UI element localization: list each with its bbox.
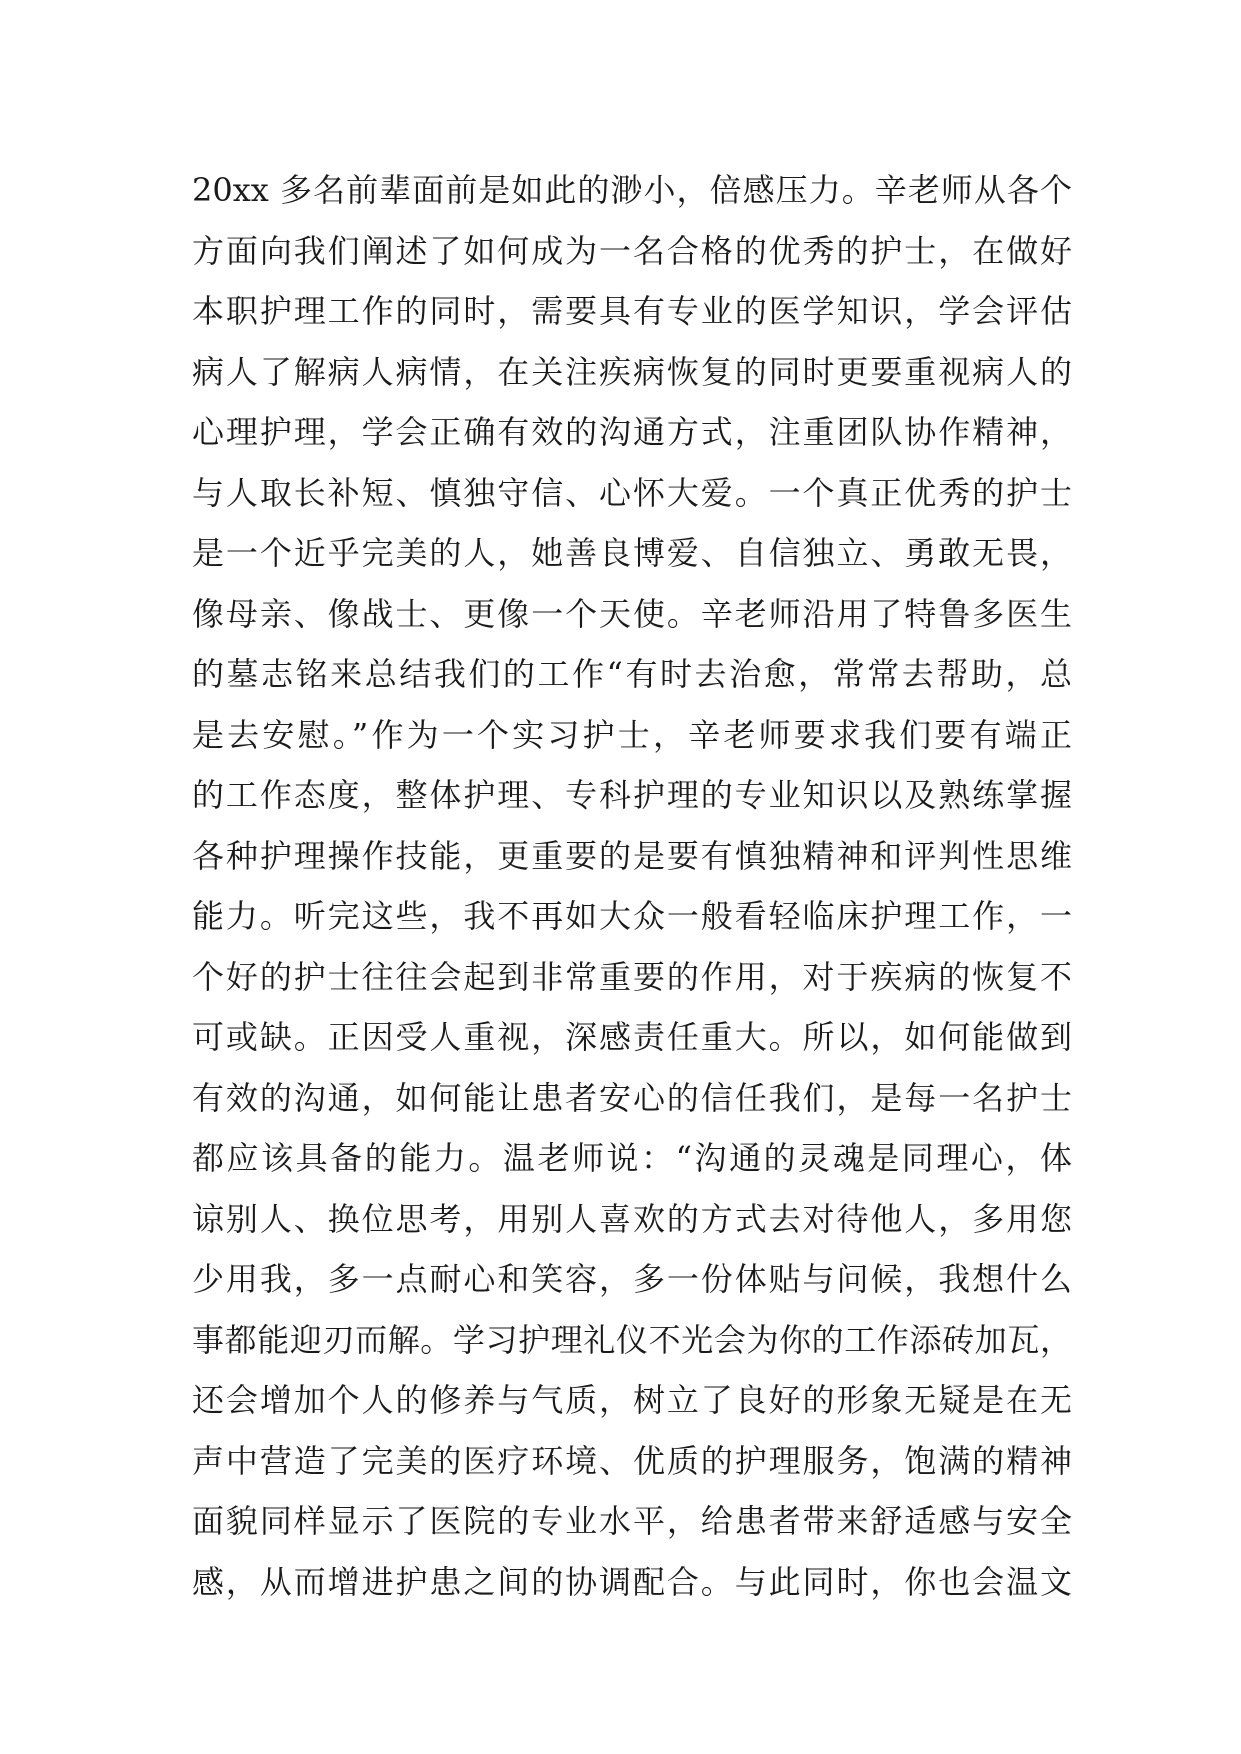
text-line: 都应该具备的能力。温老师说：“沟通的灵魂是同理心，体 bbox=[192, 1139, 1072, 1177]
text-line: 的墓志铭来总结我们的工作“有时去治愈，常常去帮助，总 bbox=[192, 655, 1072, 693]
text-line: 与人取长补短、慎独守信、心怀大爱。一个真正优秀的护士 bbox=[192, 473, 1072, 512]
text-line: 有效的沟通，如何能让患者安心的信任我们，是每一名护士 bbox=[192, 1078, 1072, 1117]
text-line: 本职护理工作的同时，需要具有专业的医学知识，学会评估 bbox=[192, 292, 1072, 330]
text-line: 可或缺。正因受人重视，深感责任重大。所以，如何能做到 bbox=[192, 1018, 1072, 1056]
text-line: 是去安慰。”作为一个实习护士，辛老师要求我们要有端正 bbox=[192, 715, 1072, 754]
text-line: 感，从而增进护患之间的协调配合。与此同时，你也会温文 bbox=[192, 1562, 1072, 1601]
text-line: 各种护理操作技能，更重要的是要有慎独精神和评判性思维 bbox=[192, 836, 1072, 875]
text-line: 事都能迎刃而解。学习护理礼仪不光会为你的工作添砖加瓦， bbox=[192, 1320, 1072, 1359]
text-line: 个好的护士往往会起到非常重要的作用，对于疾病的恢复不 bbox=[192, 957, 1072, 996]
text-line: 少用我，多一点耐心和笑容，多一份体贴与问候，我想什么 bbox=[192, 1260, 1072, 1298]
text-line: 谅别人、换位思考，用别人喜欢的方式去对待他人，多用您 bbox=[192, 1199, 1072, 1238]
text-line: 是一个近乎完美的人，她善良博爱、自信独立、勇敢无畏， bbox=[192, 534, 1072, 572]
text-line: 20xx 多名前辈面前是如此的渺小，倍感压力。辛老师从各个 bbox=[192, 171, 1072, 209]
text-line: 声中营造了完美的医疗环境、优质的护理服务，饱满的精神 bbox=[192, 1441, 1072, 1480]
body-paragraph bbox=[192, 160, 1072, 1612]
text-line: 心理护理，学会正确有效的沟通方式，注重团队协作精神， bbox=[192, 413, 1072, 451]
text-line: 面貌同样显示了医院的专业水平，给患者带来舒适感与安全 bbox=[192, 1502, 1072, 1540]
text-line: 还会增加个人的修养与气质，树立了良好的形象无疑是在无 bbox=[192, 1381, 1072, 1419]
text-line: 的工作态度，整体护理、专科护理的专业知识以及熟练掌握 bbox=[192, 776, 1072, 814]
text-line: 像母亲、像战士、更像一个天使。辛老师沿用了特鲁多医生 bbox=[192, 594, 1072, 633]
text-line: 方面向我们阐述了如何成为一名合格的优秀的护士，在做好 bbox=[192, 231, 1072, 270]
text-line: 病人了解病人病情，在关注疾病恢复的同时更要重视病人的 bbox=[192, 352, 1072, 391]
text-line: 能力。听完这些，我不再如大众一般看轻临床护理工作，一 bbox=[192, 897, 1072, 935]
